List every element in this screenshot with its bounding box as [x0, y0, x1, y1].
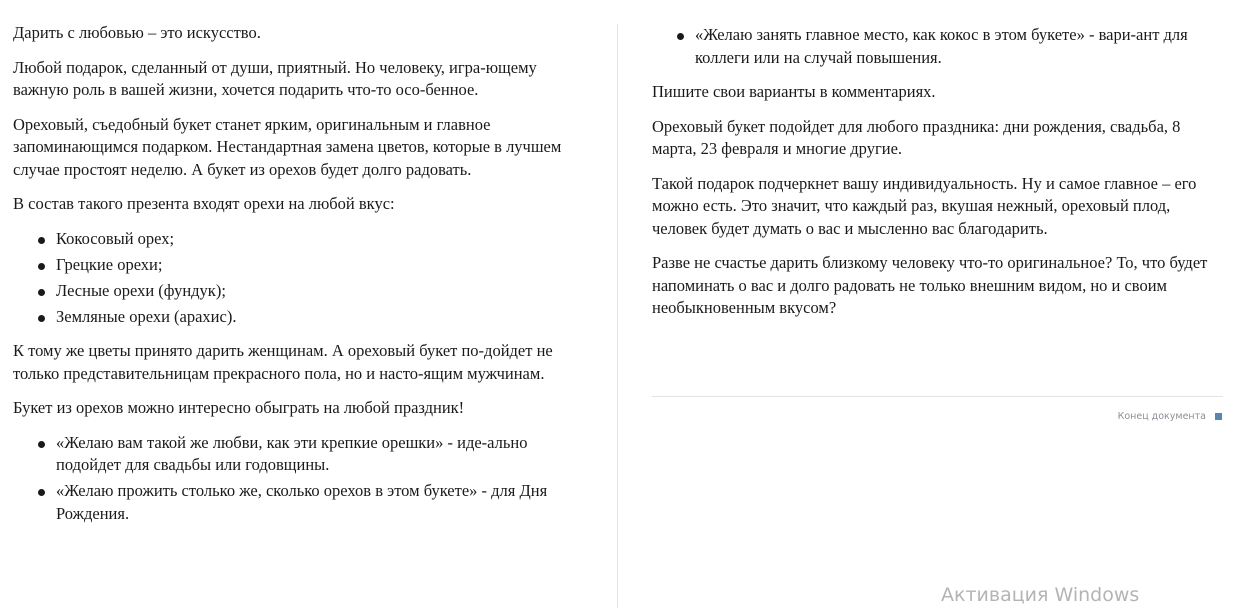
bullet-icon — [38, 489, 45, 496]
list-item-text: «Желаю прожить столько же, сколько орехов в этом букете» - для Дня Рождения. — [56, 481, 548, 523]
list-item — [13, 480, 578, 525]
end-square-icon — [1215, 413, 1222, 420]
list-item-text: Земляные орехи (арахис). — [56, 306, 237, 326]
paragraph: К тому же цветы принято дарить женщинам. А ореховый букет по-дойдет не только представительницам прекрасного пола, но и насто-ящим мужчинам. — [13, 341, 553, 383]
paragraph: Пишите свои варианты в комментариях. — [652, 82, 936, 101]
page-divider — [617, 24, 618, 608]
paragraph: В состав такого презента входят орехи на любой вкус: — [13, 194, 395, 213]
list-item — [13, 306, 578, 329]
list-item-text: Кокосовый орех; — [56, 228, 175, 248]
list-item-text: «Желаю вам такой же любви, как эти крепкие орешки» - иде-ально подойдет для свадьбы или годовщины. — [56, 432, 528, 474]
list-item-text: «Желаю занять главное место, как кокос в этом букете» - вари-ант для коллеги или на случай повышения. — [695, 25, 1188, 67]
list-item — [13, 228, 578, 251]
document-end-rule — [652, 396, 1223, 397]
bullet-icon — [38, 237, 45, 244]
bullet-icon — [38, 289, 45, 296]
paragraph: Ореховый букет подойдет для любого праздника: дни рождения, свадьба, 8 марта, 23 февраля и многие другие. — [652, 116, 1181, 158]
paragraph: Ореховый, съедобный букет станет ярким, оригинальным и главное запоминающимся подарком. Нестандартная замена цветов, которые в лучшем случае простоят неделю. А букет из орехов будет долго радовать. — [13, 114, 562, 179]
document-end-label: Конец документа — [1117, 411, 1206, 422]
list-item — [652, 24, 1223, 69]
list-item — [13, 254, 578, 277]
document-end-marker — [1118, 411, 1222, 422]
bullet-icon — [38, 441, 45, 448]
list-item — [13, 280, 578, 303]
nuts-list — [13, 228, 578, 329]
windows-activation-watermark: Активация Windows — [941, 584, 1140, 606]
document-page-right — [619, 0, 1240, 608]
bullet-icon — [38, 263, 45, 270]
list-item-text: Лесные орехи (фундук); — [56, 280, 226, 300]
list-item — [13, 432, 578, 477]
list-item-text: Грецкие орехи; — [56, 254, 163, 274]
paragraph: Разве не счастье дарить близкому человеку что-то оригинальное? То, что будет напоминать о вас и долго радовать не только внешним видом, но и своим необыкновенным вкусом? — [652, 253, 1208, 317]
wishes-list — [652, 24, 1223, 69]
bullet-icon — [38, 315, 45, 322]
document-page-left — [0, 0, 618, 608]
paragraph: Букет из орехов можно интересно обыграть на любой праздник! — [13, 398, 465, 417]
bullet-icon — [677, 33, 684, 40]
paragraph: Любой подарок, сделанный от души, приятный. Но человеку, игра-ющему важную роль в вашей жизни, хочется подарить что-то осо-бенное. — [13, 57, 537, 99]
paragraph: Такой подарок подчеркнет вашу индивидуальность. Ну и самое главное – его можно есть. Это значит, что каждый раз, вкушая нежный, ореховый плод, человек будет думать о вас и мысленно вас благодарить. — [652, 173, 1197, 238]
wishes-list — [13, 432, 578, 526]
paragraph: Дарить с любовью – это искусство. — [13, 23, 261, 42]
